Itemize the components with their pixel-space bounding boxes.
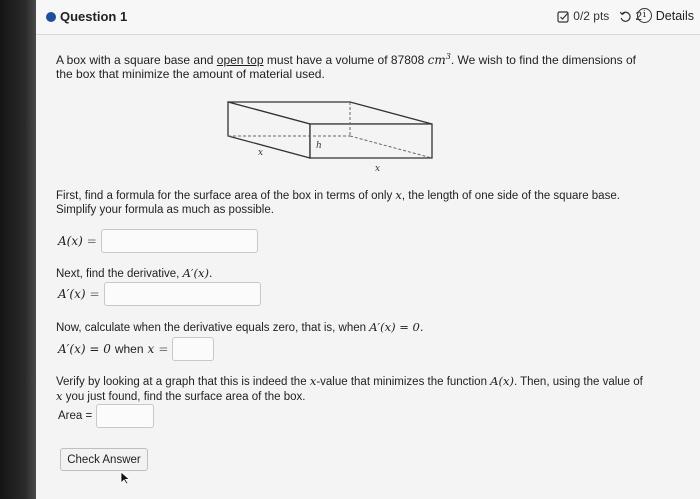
mouse-cursor-icon bbox=[120, 471, 132, 485]
step2-text: Next, find the derivative, bbox=[56, 268, 183, 280]
step1-var: x bbox=[395, 188, 402, 202]
step3-lhs: A′(x) = 0 bbox=[58, 342, 111, 356]
area-label: Area = bbox=[58, 410, 93, 422]
label-x-left: x bbox=[258, 148, 264, 158]
area-input[interactable] bbox=[96, 404, 154, 428]
question-meta bbox=[557, 9, 642, 23]
details-link[interactable] bbox=[637, 8, 694, 23]
label-h: h bbox=[316, 141, 322, 151]
step3-expr: A′(x) = 0. bbox=[369, 320, 424, 334]
step2-equals: = bbox=[89, 287, 100, 301]
critical-x-input[interactable] bbox=[172, 337, 214, 361]
attempts-text: 2 bbox=[635, 9, 642, 23]
step2-expr: A′(x). bbox=[182, 266, 213, 280]
intro-text-1: A box with a square base and bbox=[56, 53, 217, 67]
area-formula-input[interactable] bbox=[101, 229, 258, 253]
details-label: Details bbox=[655, 8, 694, 23]
status-dot-icon bbox=[46, 12, 56, 22]
step4-func: A(x) bbox=[490, 374, 514, 388]
question-panel bbox=[36, 0, 700, 499]
question-title: Question 1 bbox=[60, 9, 128, 24]
problem-statement bbox=[56, 50, 646, 81]
points-text: 0/2 pts bbox=[573, 9, 610, 23]
step3-instructions bbox=[56, 320, 646, 335]
step3-var: x bbox=[147, 342, 155, 356]
intro-text-3: . We wish to find the dimensions of the box that minimize the amount of material used. bbox=[56, 53, 637, 81]
check-answer-button[interactable]: Check Answer bbox=[60, 448, 148, 471]
step4-instructions bbox=[56, 374, 646, 404]
step1-text-b: , the length of one side of the square base. Simplify your formula as much as possible. bbox=[56, 190, 620, 216]
step3-when: when bbox=[114, 342, 144, 356]
step4-answer-row bbox=[58, 404, 154, 428]
retry-icon bbox=[619, 10, 632, 23]
volume-unit-exponent: 3 bbox=[445, 52, 451, 61]
volume-unit: cm bbox=[427, 53, 446, 67]
screen-bezel bbox=[0, 0, 36, 499]
intro-text-2: must have a volume of 87808 bbox=[263, 53, 428, 67]
intro-open-top: open top bbox=[216, 53, 264, 67]
step2-answer-row bbox=[58, 282, 261, 306]
box-diagram bbox=[226, 96, 476, 176]
step3-equals: = bbox=[158, 342, 169, 356]
info-icon: i bbox=[637, 8, 652, 23]
points-group bbox=[557, 9, 609, 23]
step4-text-a: Verify by looking at a graph that this is indeed the bbox=[56, 376, 310, 388]
step4-text-c: . Then, using the value of bbox=[513, 376, 643, 388]
step4-text-d: you just found, find the surface area of the box. bbox=[62, 391, 306, 403]
step2-lhs: A′(x) bbox=[58, 287, 86, 301]
label-x-right: x bbox=[375, 164, 381, 174]
step4-text-b: -value that minimizes the function bbox=[316, 376, 491, 388]
step3-text: Now, calculate when the derivative equals zero, that is, when bbox=[56, 322, 370, 334]
step3-answer-row bbox=[58, 337, 214, 361]
step1-lhs: A(x) bbox=[58, 234, 83, 248]
step4-var: x bbox=[309, 374, 317, 388]
derivative-input[interactable] bbox=[104, 282, 261, 306]
checkbox-pencil-icon bbox=[557, 10, 570, 23]
step1-answer-row bbox=[58, 229, 258, 253]
step1-equals: = bbox=[86, 234, 97, 248]
step2-instructions bbox=[56, 266, 646, 281]
step1-instructions bbox=[56, 188, 646, 217]
step1-text-a: First, find a formula for the surface area of the box in terms of only bbox=[56, 190, 396, 202]
step4-var2: x bbox=[56, 389, 63, 403]
question-header bbox=[36, 0, 700, 35]
